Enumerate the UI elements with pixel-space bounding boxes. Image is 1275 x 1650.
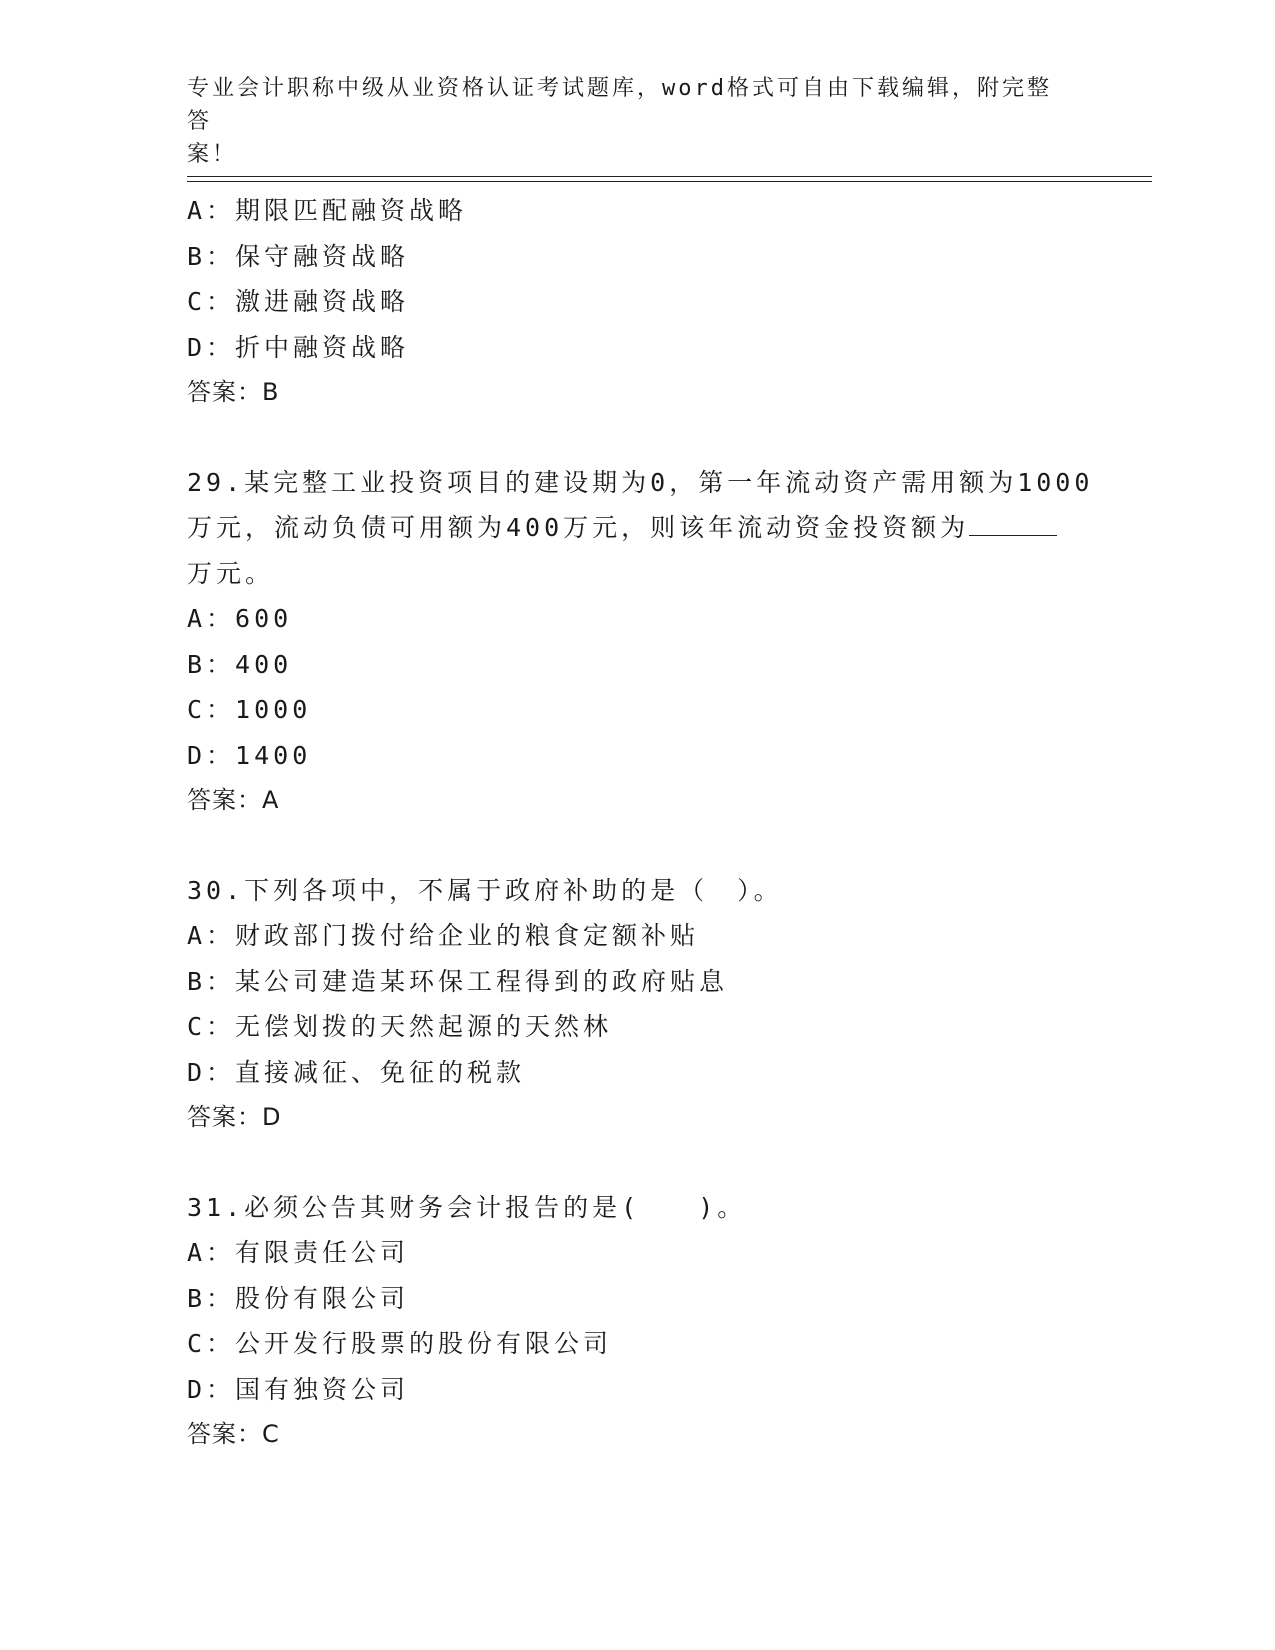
header-divider-top xyxy=(187,176,1152,177)
header-divider-bottom xyxy=(187,181,1152,182)
question-stem: 30.下列各项中，不属于政府补助的是（ ）。 xyxy=(187,875,783,905)
answer: 答案：C xyxy=(187,1420,280,1448)
question-stem-line-2-text: 万元，流动负债可用额为400万元，则该年流动资金投资额为 xyxy=(187,513,970,542)
option-b: B：股份有限公司 xyxy=(187,1283,410,1313)
option-d: D：1400 xyxy=(187,740,312,770)
option-d: D：直接减征、免征的税款 xyxy=(187,1057,526,1087)
question-31 xyxy=(187,1185,1152,1458)
question-stem-line-1: 29.某完整工业投资项目的建设期为0，第一年流动资产需用额为1000 xyxy=(187,467,1094,497)
question-stem-line-2 xyxy=(187,505,1152,551)
option-d: D：国有独资公司 xyxy=(187,1374,410,1404)
document-header xyxy=(187,72,1067,171)
answer: 答案：A xyxy=(187,786,280,814)
question-29 xyxy=(187,460,1152,824)
option-c: C：激进融资战略 xyxy=(187,287,410,316)
option-b: B：保守融资战略 xyxy=(187,241,410,271)
option-c: C：公开发行股票的股份有限公司 xyxy=(187,1329,613,1358)
option-a: A：财政部门拨付给企业的粮食定额补贴 xyxy=(187,921,700,950)
question-28 xyxy=(187,188,1152,416)
option-b: B：某公司建造某环保工程得到的政府贴息 xyxy=(187,966,729,996)
option-b: B：400 xyxy=(187,649,293,679)
question-stem: 31.必须公告其财务会计报告的是( )。 xyxy=(187,1192,747,1222)
option-a: A：有限责任公司 xyxy=(187,1238,410,1267)
document-page xyxy=(187,0,1152,1650)
header-line-1: 专业会计职称中级从业资格认证考试题库，word格式可自由下载编辑，附完整答 xyxy=(187,76,1052,134)
question-30 xyxy=(187,868,1152,1141)
option-d: D：折中融资战略 xyxy=(187,332,410,362)
question-list xyxy=(187,188,1152,1458)
header-line-2: 案！ xyxy=(187,142,238,167)
answer: 答案：B xyxy=(187,378,280,406)
option-c: C：无偿划拨的天然起源的天然林 xyxy=(187,1012,613,1041)
option-a: A：600 xyxy=(187,604,293,633)
question-stem-line-3: 万元。 xyxy=(187,558,275,588)
option-a: A：期限匹配融资战略 xyxy=(187,196,468,225)
fill-in-blank xyxy=(969,513,1057,536)
answer: 答案：D xyxy=(187,1103,282,1131)
option-c: C：1000 xyxy=(187,695,312,724)
